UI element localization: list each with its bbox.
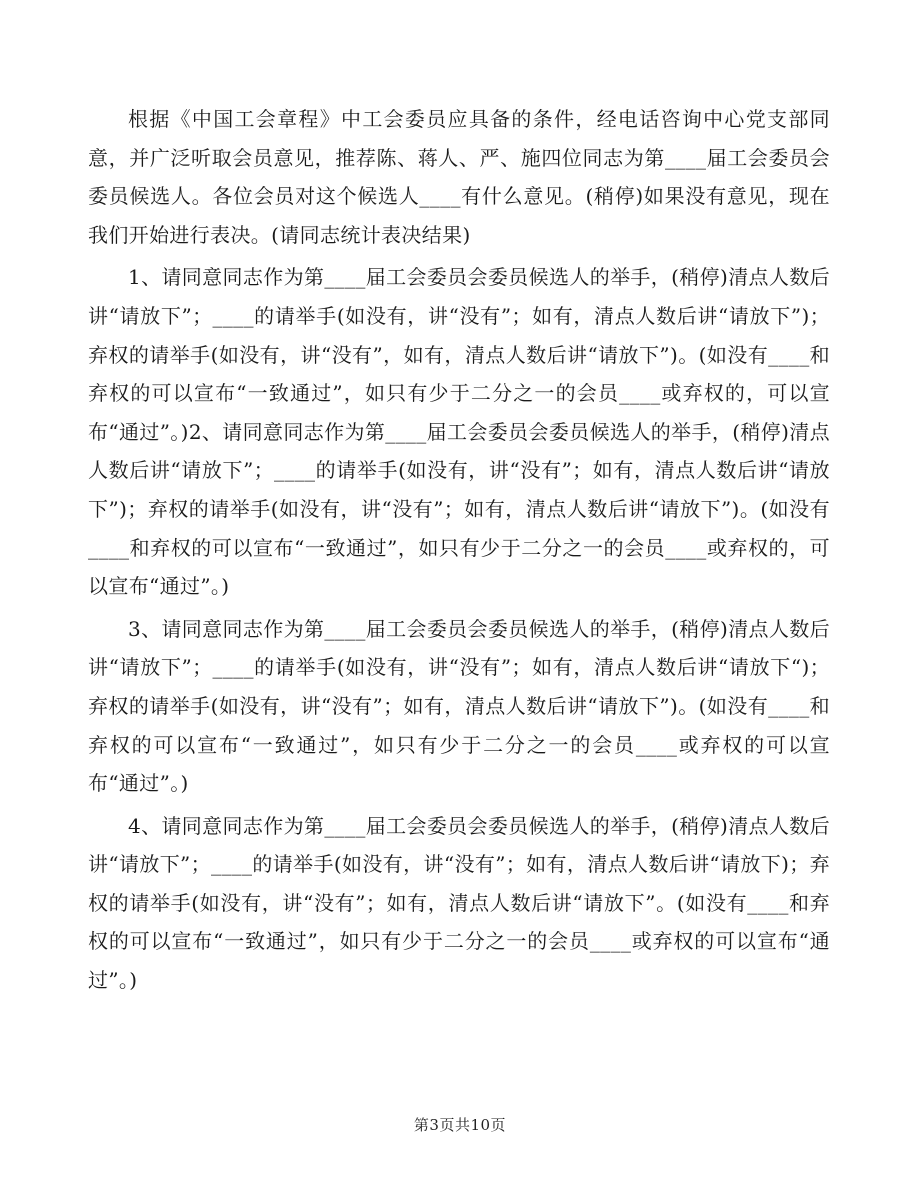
paragraph-vote-3: 3、请同意同志作为第____届工会委员会委员候选人的举手，(稍停)清点人数后讲“请放下”；____的请举手(如没有，讲“没有”；如有，清点人数后讲“请放下“)；弃权的请举手(如没有，讲“没有”；如有，清点人数后讲“请放下”)。(如没有____和弃权的可以宣布“一致通过”，如只有少于二分之一的会员____或弃权的可以宣布“通过”。): [88, 616, 830, 796]
paragraph-vote-1-2: 1、请同意同志作为第____届工会委员会委员候选人的举手，(稍停)清点人数后讲“请放下”；____的请举手(如没有，讲“没有”；如有，清点人数后讲“请放下”)；弃权的请举手(如没有，讲“没有”，如有，清点人数后讲“请放下”)。(如没有____和弃权的可以宣布“一致通过”，如只有少于二分之一的会员____或弃权的，可以宣布“通过”。)2、请同意同志作为第____届工会委员会委员候选人的举手，(稍停)清点人数后讲“请放下”；____的请举手(如没有，讲“没有”；如有，清点人数后讲“请放下”)；弃权的请举手(如没有，讲“没有”；如有，清点人数后讲“请放下”)。(如没有____和弃权的可以宣布“一致通过”，如只有少于二分之一的会员____或弃权的，可以宣布“通过”。): [88, 265, 830, 599]
page-number: 第3页共10页: [413, 1116, 507, 1134]
document-body: [88, 100, 830, 1004]
paragraph-vote-4: 4、请同意同志作为第____届工会委员会委员候选人的举手，(稍停)清点人数后讲“请放下”；____的请举手(如没有，讲“没有”；如有，清点人数后讲“请放下)；弃权的请举手(如没有，讲“没有”；如有，清点人数后讲“请放下”。(如没有____和弃权的可以宣布“一致通过”，如只有少于二分之一的会员____或弃权的可以宣布“通过”。): [88, 813, 830, 993]
paragraph-intro: 根据《中国工会章程》中工会委员应具备的条件，经电话咨询中心党支部同意，并广泛听取会员意见，推荐陈、蒋人、严、施四位同志为第____届工会委员会委员候选人。各位会员对这个候选人____有什么意见。(稍停)如果没有意见，现在我们开始进行表决。(请同志统计表决结果): [88, 107, 830, 247]
